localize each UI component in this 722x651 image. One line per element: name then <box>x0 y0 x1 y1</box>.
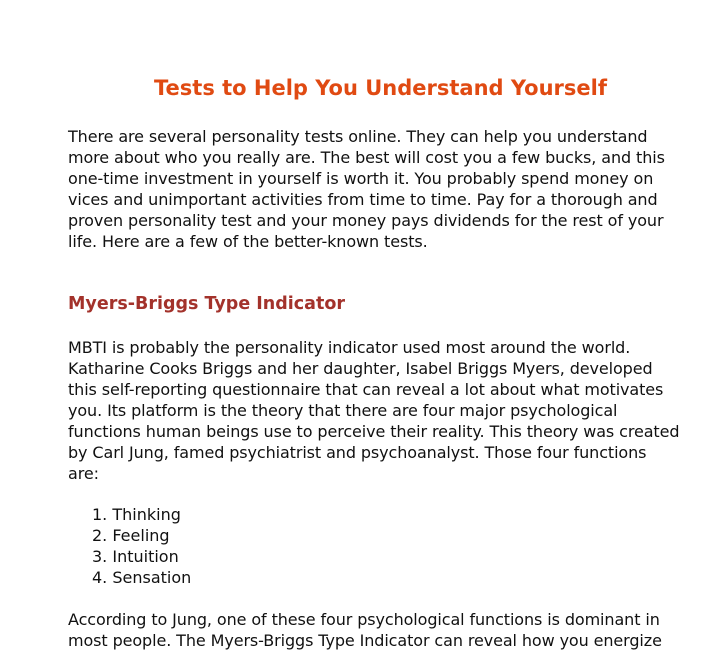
text-line: most people. The Myers-Briggs Type Indicator can reveal how you energize <box>68 631 662 650</box>
list-item: 2. Feeling <box>92 526 170 545</box>
section-heading: Myers-Briggs Type Indicator <box>68 294 345 314</box>
page-title: Tests to Help You Understand Yourself <box>154 76 607 100</box>
text-line: life. Here are a few of the better-known tests. <box>68 232 428 251</box>
text-line: this self-reporting questionnaire that can reveal a lot about what motivates <box>68 380 664 399</box>
text-line: you. Its platform is the theory that there are four major psychological <box>68 401 618 420</box>
list-item: 4. Sensation <box>92 568 192 587</box>
text-line: proven personality test and your money pays dividends for the rest of your <box>68 211 664 230</box>
text-line: are: <box>68 464 99 483</box>
functions-list <box>92 504 191 588</box>
text-line: MBTI is probably the personality indicator used most around the world. <box>68 338 631 357</box>
text-line: by Carl Jung, famed psychiatrist and psychoanalyst. Those four functions <box>68 443 647 462</box>
text-line: vices and unimportant activities from time to time. Pay for a thorough and <box>68 190 658 209</box>
list-item: 3. Intuition <box>92 547 179 566</box>
text-line: one-time investment in yourself is worth it. You probably spend money on <box>68 169 654 188</box>
text-line: There are several personality tests online. They can help you understand <box>68 127 648 146</box>
text-line: According to Jung, one of these four psychological functions is dominant in <box>68 610 660 629</box>
mbti-paragraph <box>68 337 679 484</box>
text-line: more about who you really are. The best will cost you a few bucks, and this <box>68 148 665 167</box>
text-line: functions human beings use to perceive their reality. This theory was created <box>68 422 680 441</box>
list-item: 1. Thinking <box>92 505 181 524</box>
text-line: Katharine Cooks Briggs and her daughter, Isabel Briggs Myers, developed <box>68 359 653 378</box>
jung-paragraph <box>68 609 662 651</box>
intro-paragraph <box>68 126 665 252</box>
